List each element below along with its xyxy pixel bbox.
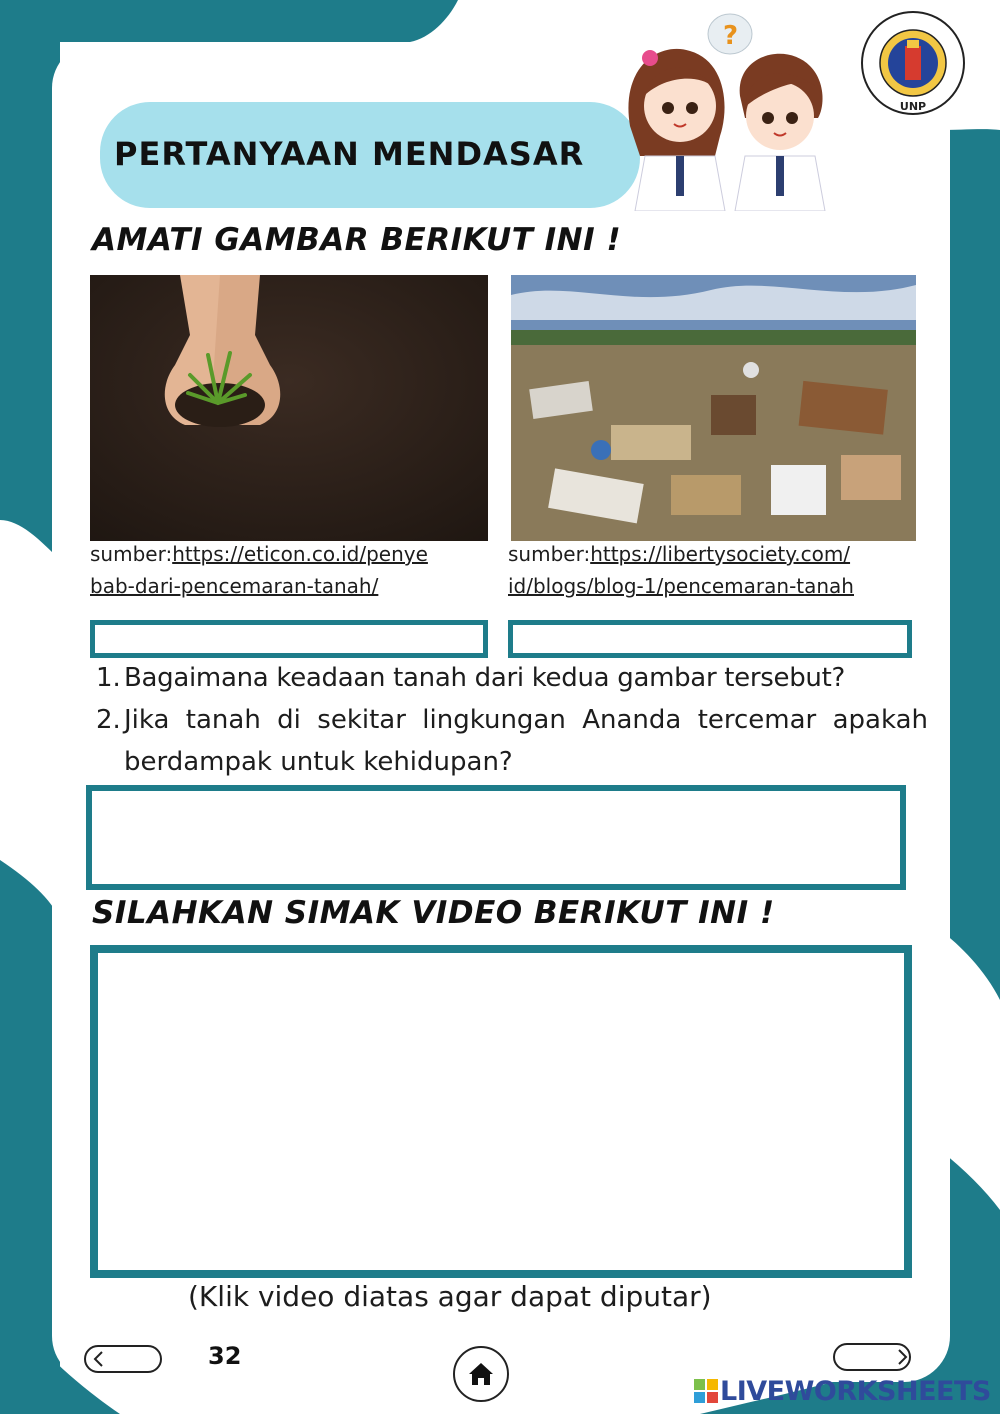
logo-abbr: UNP (899, 100, 927, 113)
source-link-1[interactable]: https://eticon.co.id/penye (172, 542, 428, 566)
svg-text:?: ? (723, 21, 739, 51)
video-player[interactable] (90, 945, 912, 1278)
unp-logo (860, 10, 966, 116)
question-list (96, 657, 928, 783)
question-number: 2. (96, 705, 121, 735)
caption-prefix: sumber: (508, 542, 591, 566)
question-number: 1. (96, 663, 121, 693)
kids-illustration (620, 6, 835, 211)
header-title: PERTANYAAN MENDASAR (114, 135, 585, 173)
question-item (96, 657, 928, 699)
chevron-right-icon (835, 1345, 909, 1369)
answer-input-image-1[interactable] (90, 620, 488, 658)
chevron-left-icon (86, 1347, 160, 1371)
source-link-2-cont[interactable]: id/blogs/blog-1/pencemaran-tanah (508, 574, 854, 598)
polluted-land-photo (511, 275, 916, 541)
photo1-caption (90, 538, 490, 602)
video-hint: (Klik video diatas agar dapat diputar) (188, 1280, 712, 1313)
answer-input-question-2[interactable] (86, 785, 906, 890)
question-text: Bagaimana keadaan tanah dari kedua gambar tersebut? (124, 663, 845, 693)
next-page-button[interactable] (833, 1343, 911, 1371)
caption-prefix: sumber: (90, 542, 173, 566)
answer-input-image-2[interactable] (508, 620, 912, 658)
seedling-in-soil-photo (90, 275, 488, 541)
section2-heading: SILAHKAN SIMAK VIDEO BERIKUT INI ! (92, 895, 775, 931)
page-number: 32 (208, 1342, 242, 1370)
photo2-caption (508, 538, 928, 602)
liveworksheets-logo-icon (694, 1379, 718, 1403)
source-link-2[interactable]: https://libertysociety.com/ (590, 542, 851, 566)
section1-heading: AMATI GAMBAR BERIKUT INI ! (92, 222, 622, 258)
question-text: Jika tanah di sekitar lingkungan Ananda tercemar apakah berdampak untuk kehidupan? (124, 705, 928, 777)
home-button[interactable] (453, 1346, 509, 1402)
prev-page-button[interactable] (84, 1345, 162, 1373)
liveworksheets-brand[interactable] (694, 1376, 991, 1407)
question-item (96, 699, 928, 783)
source-link-1-cont[interactable]: bab-dari-pencemaran-tanah/ (90, 574, 379, 598)
home-icon (455, 1348, 507, 1400)
brand-text: LIVEWORKSHEETS (720, 1376, 991, 1407)
